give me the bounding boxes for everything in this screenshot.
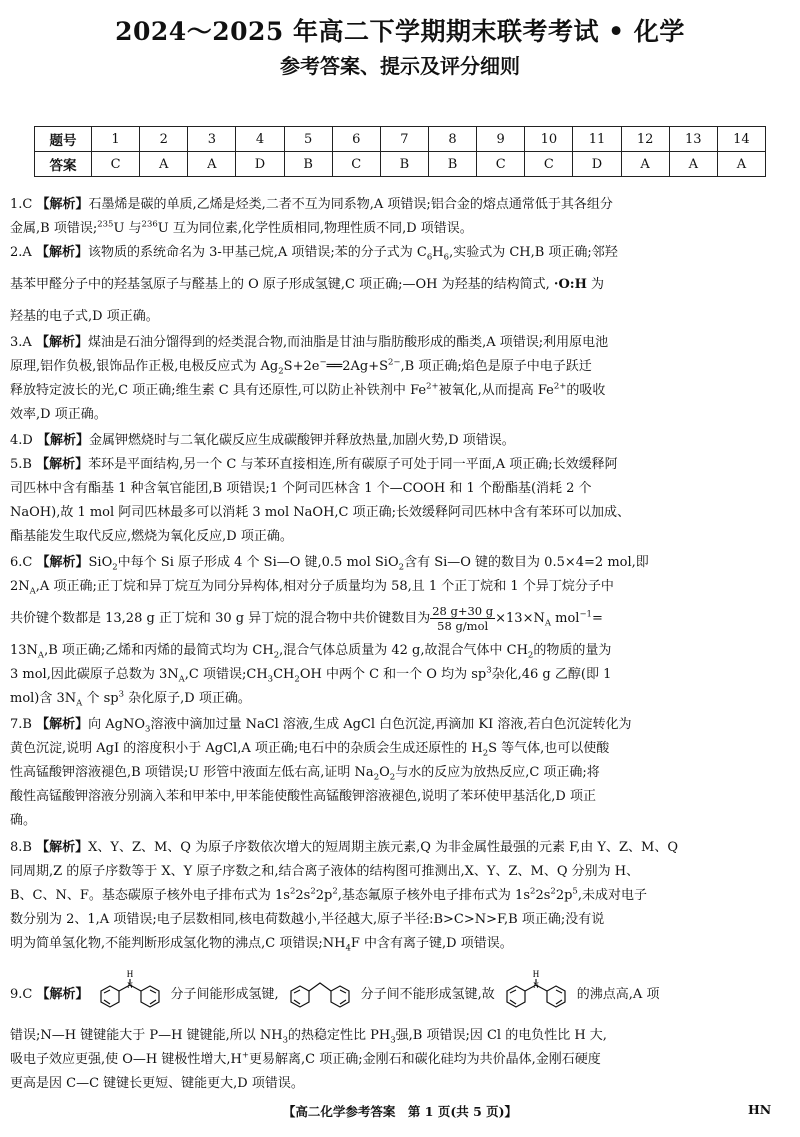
table-cell: 12 [621,127,669,152]
table-cell: 4 [236,127,284,152]
text-line: 基苯甲醛分子中的羟基氢原子与醛基上的 O 原子形成氢键,C 项正确;—OH 为羟基的结构简式, ·O:H 为 [10,277,605,292]
text-line: 错误;N—H 键键能大于 P—H 键键能,所以 $NH_3$的热稳定性比 $PH_3$强,B 项错误;因 Cl 的电负性比 H 大, [10,1028,607,1046]
explanation-q8 [10,836,768,956]
text-line: 酸性高锰酸钾溶液分别滴入苯和甲苯中,甲苯能使酸性高锰酸钾溶液褪色,说明了苯环使甲基活化,D 项正 [10,789,596,804]
atom-label: N [126,980,133,990]
table-cell: A [669,152,717,177]
text-line: B、C、N、F。基态碳原子核外电子排布式为 $1s^22s^22p^2$,基态氟原子核外电子排布式为 $1s^22s^22p^5$,未成对电子 [10,886,647,903]
table-cell: D [236,152,284,177]
text-line: 羟基的电子式,D 项正确。 [10,309,159,324]
table-cell: C [477,152,525,177]
text-line: 3 mol,因此碳原子总数为 $3N_A,C$ 项错误$;CH_3CH_2OH$ 中两个 C 和一个 O 均为 $sp^3$杂化,46 g 乙醇(即 1 [10,665,612,685]
text-line: 9.C 【解析】 H N 分子间能形成氢键, 分子间不能形成氢键,故 H N 的沸点高,A 项 [10,966,768,1024]
text-line: 1.C 【解析】石墨烯是碳的单质,乙烯是烃类,二者不互为同系物,A 项错误;铝合金的熔点通常低于其各组分 [10,197,613,212]
text-line: 8.B 【解析】X、Y、Z、M、Q 为原子序数依次增大的短周期主族元素,Q 为非金属性最强的元素 F,由 Y、Z、M、Q [10,840,678,855]
answer-table-number-row [35,127,766,152]
atom-label: H [126,968,133,979]
text-line: 司匹林中含有酯基 1 种含氧官能团,B 项错误;1 个阿司匹林含 1 个—COOH 和 1 个酚酯基(消耗 2 个 [10,481,592,496]
text-line: 黄色沉淀,说明 AgI 的溶度积小于 AgCl,A 项正确;电石中的杂质会生成还原性的 $H_2S$ 等气体,也可以使酸 [10,741,610,759]
text-line: 酯基能发生取代反应,燃烧为氧化反应,D 项正确。 [10,529,293,544]
text-line: 原理,铝作负极,银饰品作正极,电极反应式为 $Ag_2S+2e^-══2Ag+S^{2-},B$ 项正确;焰色是原子中电子跃迁 [10,357,592,377]
answer-table [34,126,766,177]
table-cell: 1 [92,127,140,152]
text-line: 4.D 【解析】金属钾燃烧时与二氧化碳反应生成碳酸钾并释放热量,加剧火势,D 项错误。 [10,433,515,448]
table-cell: 6 [332,127,380,152]
table-cell: A [140,152,188,177]
explanation-q2 [10,241,768,329]
text-line: 数分别为 2、1,A 项错误;电子层数相同,核电荷数越小,半径越大,原子半径:B>C>N>F,B 项正确;没有说 [10,912,605,927]
text-line: 确。 [10,813,37,828]
text-line: 共价键个数都是 13,28 g 正丁烷和 30 g 异丁烷的混合物中共价键数目为 $\frac{28 g+30 g}{\text{58 g/mol}}$ $\times 13\times N_A$ mol$^{-1}$= [10,604,603,633]
table-cell: 9 [477,127,525,152]
text-line: 金属,B 项错误;$^{235}$U 与$^{236}$U 互为同位素,化学性质相同,物理性质不同,D 项错误。 [10,219,473,236]
text-line: $13N_A,B$ 项正确;乙烯和丙烯的最简式均为 $CH_2$,混合气体总质量为 42 g,故混合气体中 $CH_2$的物质的量为 [10,643,612,661]
region-code: HN [748,1102,772,1117]
explanation-q7 [10,713,768,833]
text-line: 更高是因 C—C 键键长更短、键能更大,D 项错误。 [10,1076,304,1091]
table-cell: 10 [525,127,573,152]
explanation-q5 [10,453,768,549]
table-cell: A [188,152,236,177]
table-cell: 2 [140,127,188,152]
electron-formula: ·O:H [553,277,587,292]
text-line: 2.A 【解析】该物质的系统命名为 3-甲基己烷,A 项错误;苯的分子式为 $C_6H_6$,实验式为 CH,B 项正确;邻羟 [10,245,618,263]
page-subtitle: 参考答案、提示及评分细则 [280,54,520,78]
table-cell: D [573,152,621,177]
table-cell: 13 [669,127,717,152]
table-cell: B [380,152,428,177]
text-line: 明为简单氢化物,不能判断形成氢化物的沸点,C 项错误$;NH_4F$ 中含有离子键,D 项错误。 [10,936,513,954]
table-cell: C [332,152,380,177]
table-cell: 5 [284,127,332,152]
text-line: NaOH),故 1 mol 阿司匹林最多可以消耗 3 mol NaOH,C 项正确;长效缓释阿司匹林中含有苯环可以加成、 [10,505,630,520]
table-cell: C [92,152,140,177]
page-footer: 【高二化学参考答案 第 1 页(共 5 页)】 [282,1104,518,1119]
text-line: 释放特定波长的光,C 项正确;维生素 C 具有还原性,可以防止补铁剂中 $Fe^{2+}$被氧化,从而提高 $Fe^{2+}$的吸收 [10,381,606,398]
text-line: 效率,D 项正确。 [10,407,107,422]
table-row-head-number: 题号 [35,127,92,152]
explanation-q4 [10,429,768,453]
table-cell: C [525,152,573,177]
table-cell: 7 [380,127,428,152]
table-cell: 11 [573,127,621,152]
fraction: $\frac{28 g+30 g}{\text{58 g/mol}}$ [432,604,494,633]
text-line: 3.A 【解析】煤油是石油分馏得到的烃类混合物,而油脂是甘油与脂肪酸形成的酯类,A 项错误;利用原电池 [10,335,609,350]
text-line: 7.B 【解析】向 AgNO$_3$溶液中滴加过量 NaCl 溶液,生成 AgCl 白色沉淀,再滴加 KI 溶液,若白色沉淀转化为 [10,717,632,735]
text-line: $2N_A,A$ 项正确;正丁烷和异丁烷互为同分异构体,相对分子质量均为 58,且 1 个正丁烷和 1 个异丁烷分子中 [10,579,614,597]
explanation-q3 [10,331,768,427]
carbazole-structure-icon [89,969,171,1021]
text-line: 6.C 【解析】SiO$_2$中每个 Si 原子形成 4 个 Si—O 键,0.5 mol SiO$_2$含有 Si—O 键的数目为 0.5×4=2 mol,即 [10,555,649,573]
atom-label: H [532,968,540,979]
text-line: 吸电子效应更强,使 O—H 键极性增大,H+更易解离,C 项正确;金刚石和碳化硅均为共价晶体,金刚石硬度 [10,1050,601,1067]
fluorene-structure-icon [279,969,361,1021]
text-line: 5.B 【解析】苯环是平面结构,另一个 C 与苯环直接相连,所有碳原子可处于同一平面,A 项正确;长效缓释阿 [10,457,618,472]
text-line: mol)含 $3N_A$ 个 $sp^3$ 杂化原子,D 项正确。 [10,689,251,709]
explanation-q6 [10,551,768,711]
table-cell: A [621,152,669,177]
table-cell: B [428,152,476,177]
atom-label: N [532,980,539,990]
table-cell: 14 [717,127,765,152]
carbazole-structure-icon [495,969,577,1021]
explanation-q9 [10,966,768,1096]
page-title: 2024～2025 年高二下学期期末联考考试 • 化学 [115,17,685,46]
answer-table-answer-row [35,152,766,177]
table-cell: 8 [428,127,476,152]
text-line: 性高锰酸钾溶液褪色,B 项错误;U 形管中液面左低右高,证明 $Na_2O_2$与水的反应为放热反应,C 项正确;将 [10,765,600,783]
text-line: 同周期,Z 的原子序数等于 X、Y 原子序数之和,结合离子液体的结构图可推测出,X、Y、Z、M、Q 分别为 H、 [10,864,640,879]
explanation-q1 [10,193,768,241]
table-cell: B [284,152,332,177]
table-cell: A [717,152,765,177]
table-row-head-answer: 答案 [35,152,92,177]
table-cell: 3 [188,127,236,152]
